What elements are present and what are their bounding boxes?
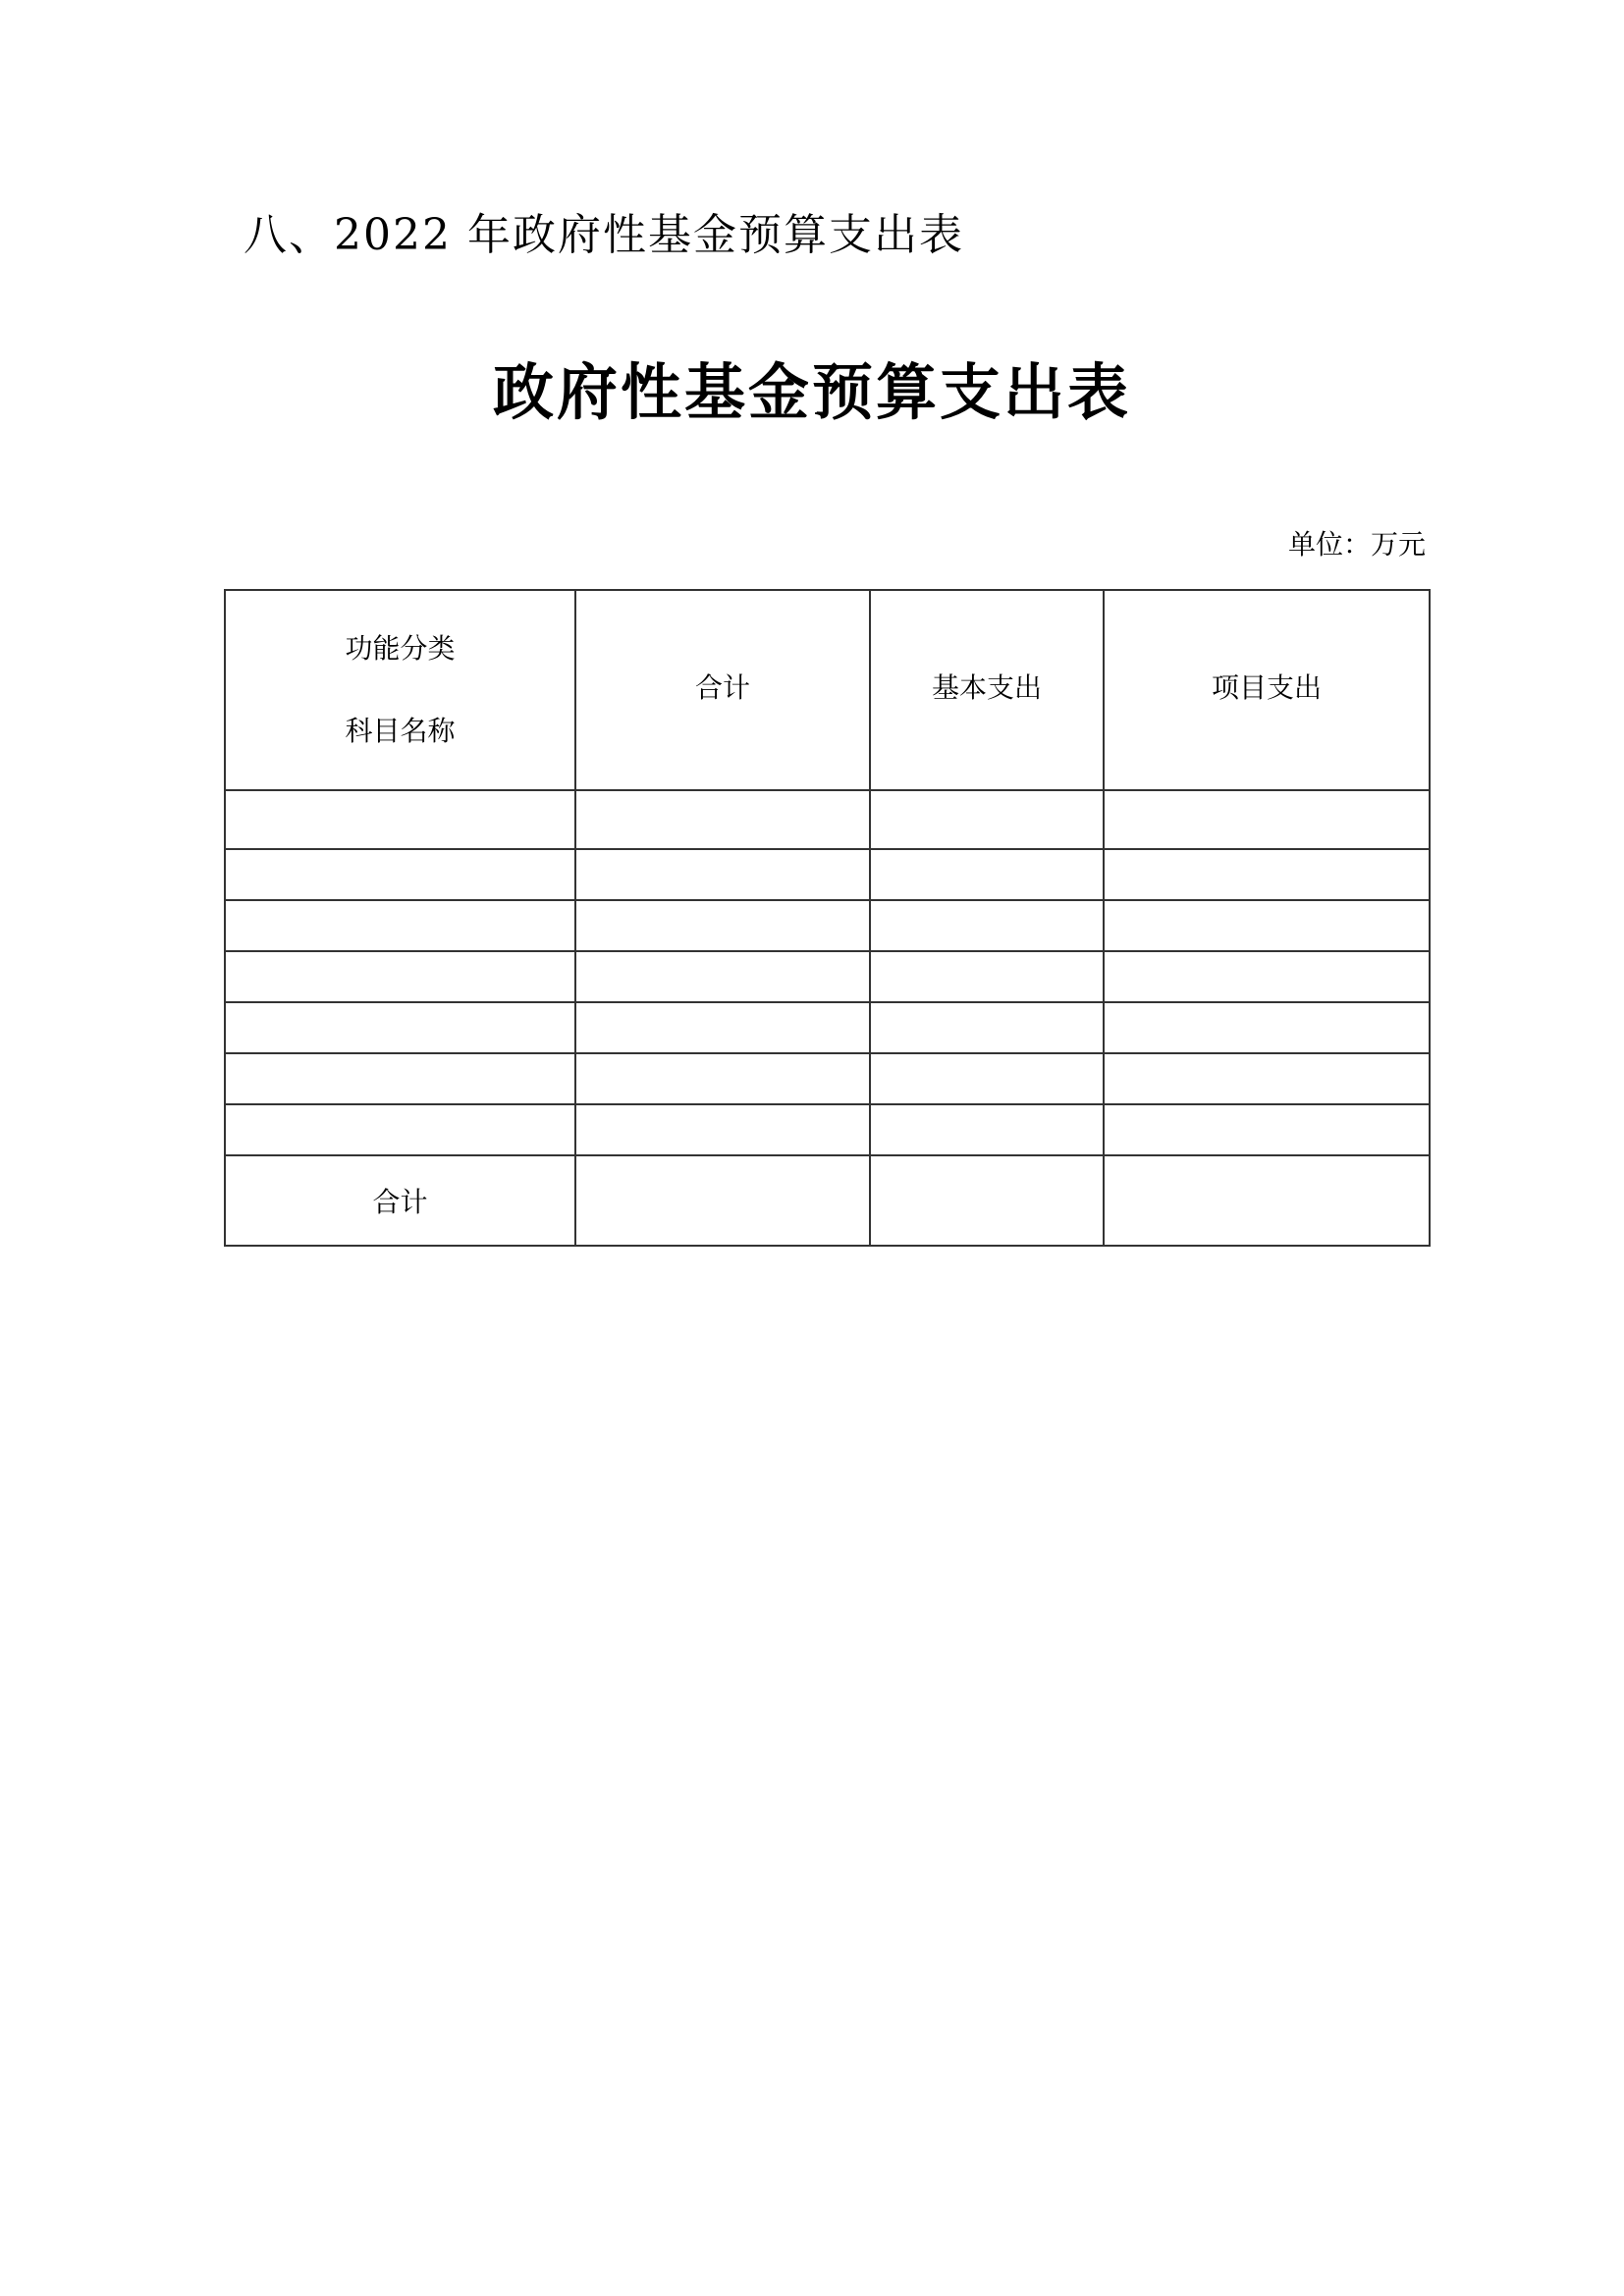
header-basic-expenditure bbox=[870, 590, 1104, 790]
table-cell bbox=[1104, 1053, 1430, 1104]
table-cell bbox=[575, 849, 870, 900]
table-cell bbox=[225, 951, 575, 1002]
table-cell bbox=[1104, 951, 1430, 1002]
table-cell bbox=[870, 900, 1104, 951]
section-heading: 八、2022 年政府性基金预算支出表 bbox=[244, 210, 964, 260]
header-category bbox=[225, 590, 575, 790]
budget-expenditure-table bbox=[224, 589, 1431, 1247]
header-total-label: 合计 bbox=[694, 671, 750, 704]
table-cell bbox=[1104, 900, 1430, 951]
table-cell bbox=[870, 849, 1104, 900]
table-cell bbox=[575, 900, 870, 951]
table-cell bbox=[225, 1053, 575, 1104]
table-row bbox=[225, 1104, 1430, 1155]
header-category-line1: 功能分类 bbox=[345, 632, 456, 665]
table-total-row bbox=[225, 1155, 1430, 1246]
table-cell bbox=[575, 1002, 870, 1053]
table-row bbox=[225, 1002, 1430, 1053]
page-title: 政府性基金预算支出表 bbox=[492, 356, 1131, 428]
table-cell bbox=[870, 1104, 1104, 1155]
header-total bbox=[575, 590, 870, 790]
table-header-row bbox=[225, 590, 1430, 790]
table-cell bbox=[870, 1053, 1104, 1104]
table-cell bbox=[225, 849, 575, 900]
table-row bbox=[225, 790, 1430, 849]
table-cell bbox=[225, 790, 575, 849]
header-project-expenditure-label: 项目支出 bbox=[1211, 671, 1322, 704]
table-cell bbox=[870, 790, 1104, 849]
table-row bbox=[225, 900, 1430, 951]
table-cell bbox=[575, 1104, 870, 1155]
header-basic-expenditure-label: 基本支出 bbox=[931, 671, 1042, 704]
table-cell bbox=[225, 1002, 575, 1053]
total-row-total bbox=[575, 1155, 870, 1246]
table-cell bbox=[225, 900, 575, 951]
table-cell bbox=[1104, 849, 1430, 900]
table-cell bbox=[1104, 790, 1430, 849]
table-row bbox=[225, 849, 1430, 900]
table-cell bbox=[1104, 1104, 1430, 1155]
table-cell bbox=[870, 1002, 1104, 1053]
table-row bbox=[225, 1053, 1430, 1104]
table-cell bbox=[575, 951, 870, 1002]
table-cell bbox=[575, 1053, 870, 1104]
total-row-basic-expenditure bbox=[870, 1155, 1104, 1246]
header-category-line2: 科目名称 bbox=[345, 715, 456, 747]
total-row-project-expenditure bbox=[1104, 1155, 1430, 1246]
table-row bbox=[225, 951, 1430, 1002]
table-cell bbox=[225, 1104, 575, 1155]
total-row-label: 合计 bbox=[225, 1155, 575, 1246]
unit-note: 单位：万元 bbox=[1287, 528, 1426, 561]
table-cell bbox=[870, 951, 1104, 1002]
table-cell bbox=[1104, 1002, 1430, 1053]
table-cell bbox=[575, 790, 870, 849]
header-project-expenditure bbox=[1104, 590, 1430, 790]
